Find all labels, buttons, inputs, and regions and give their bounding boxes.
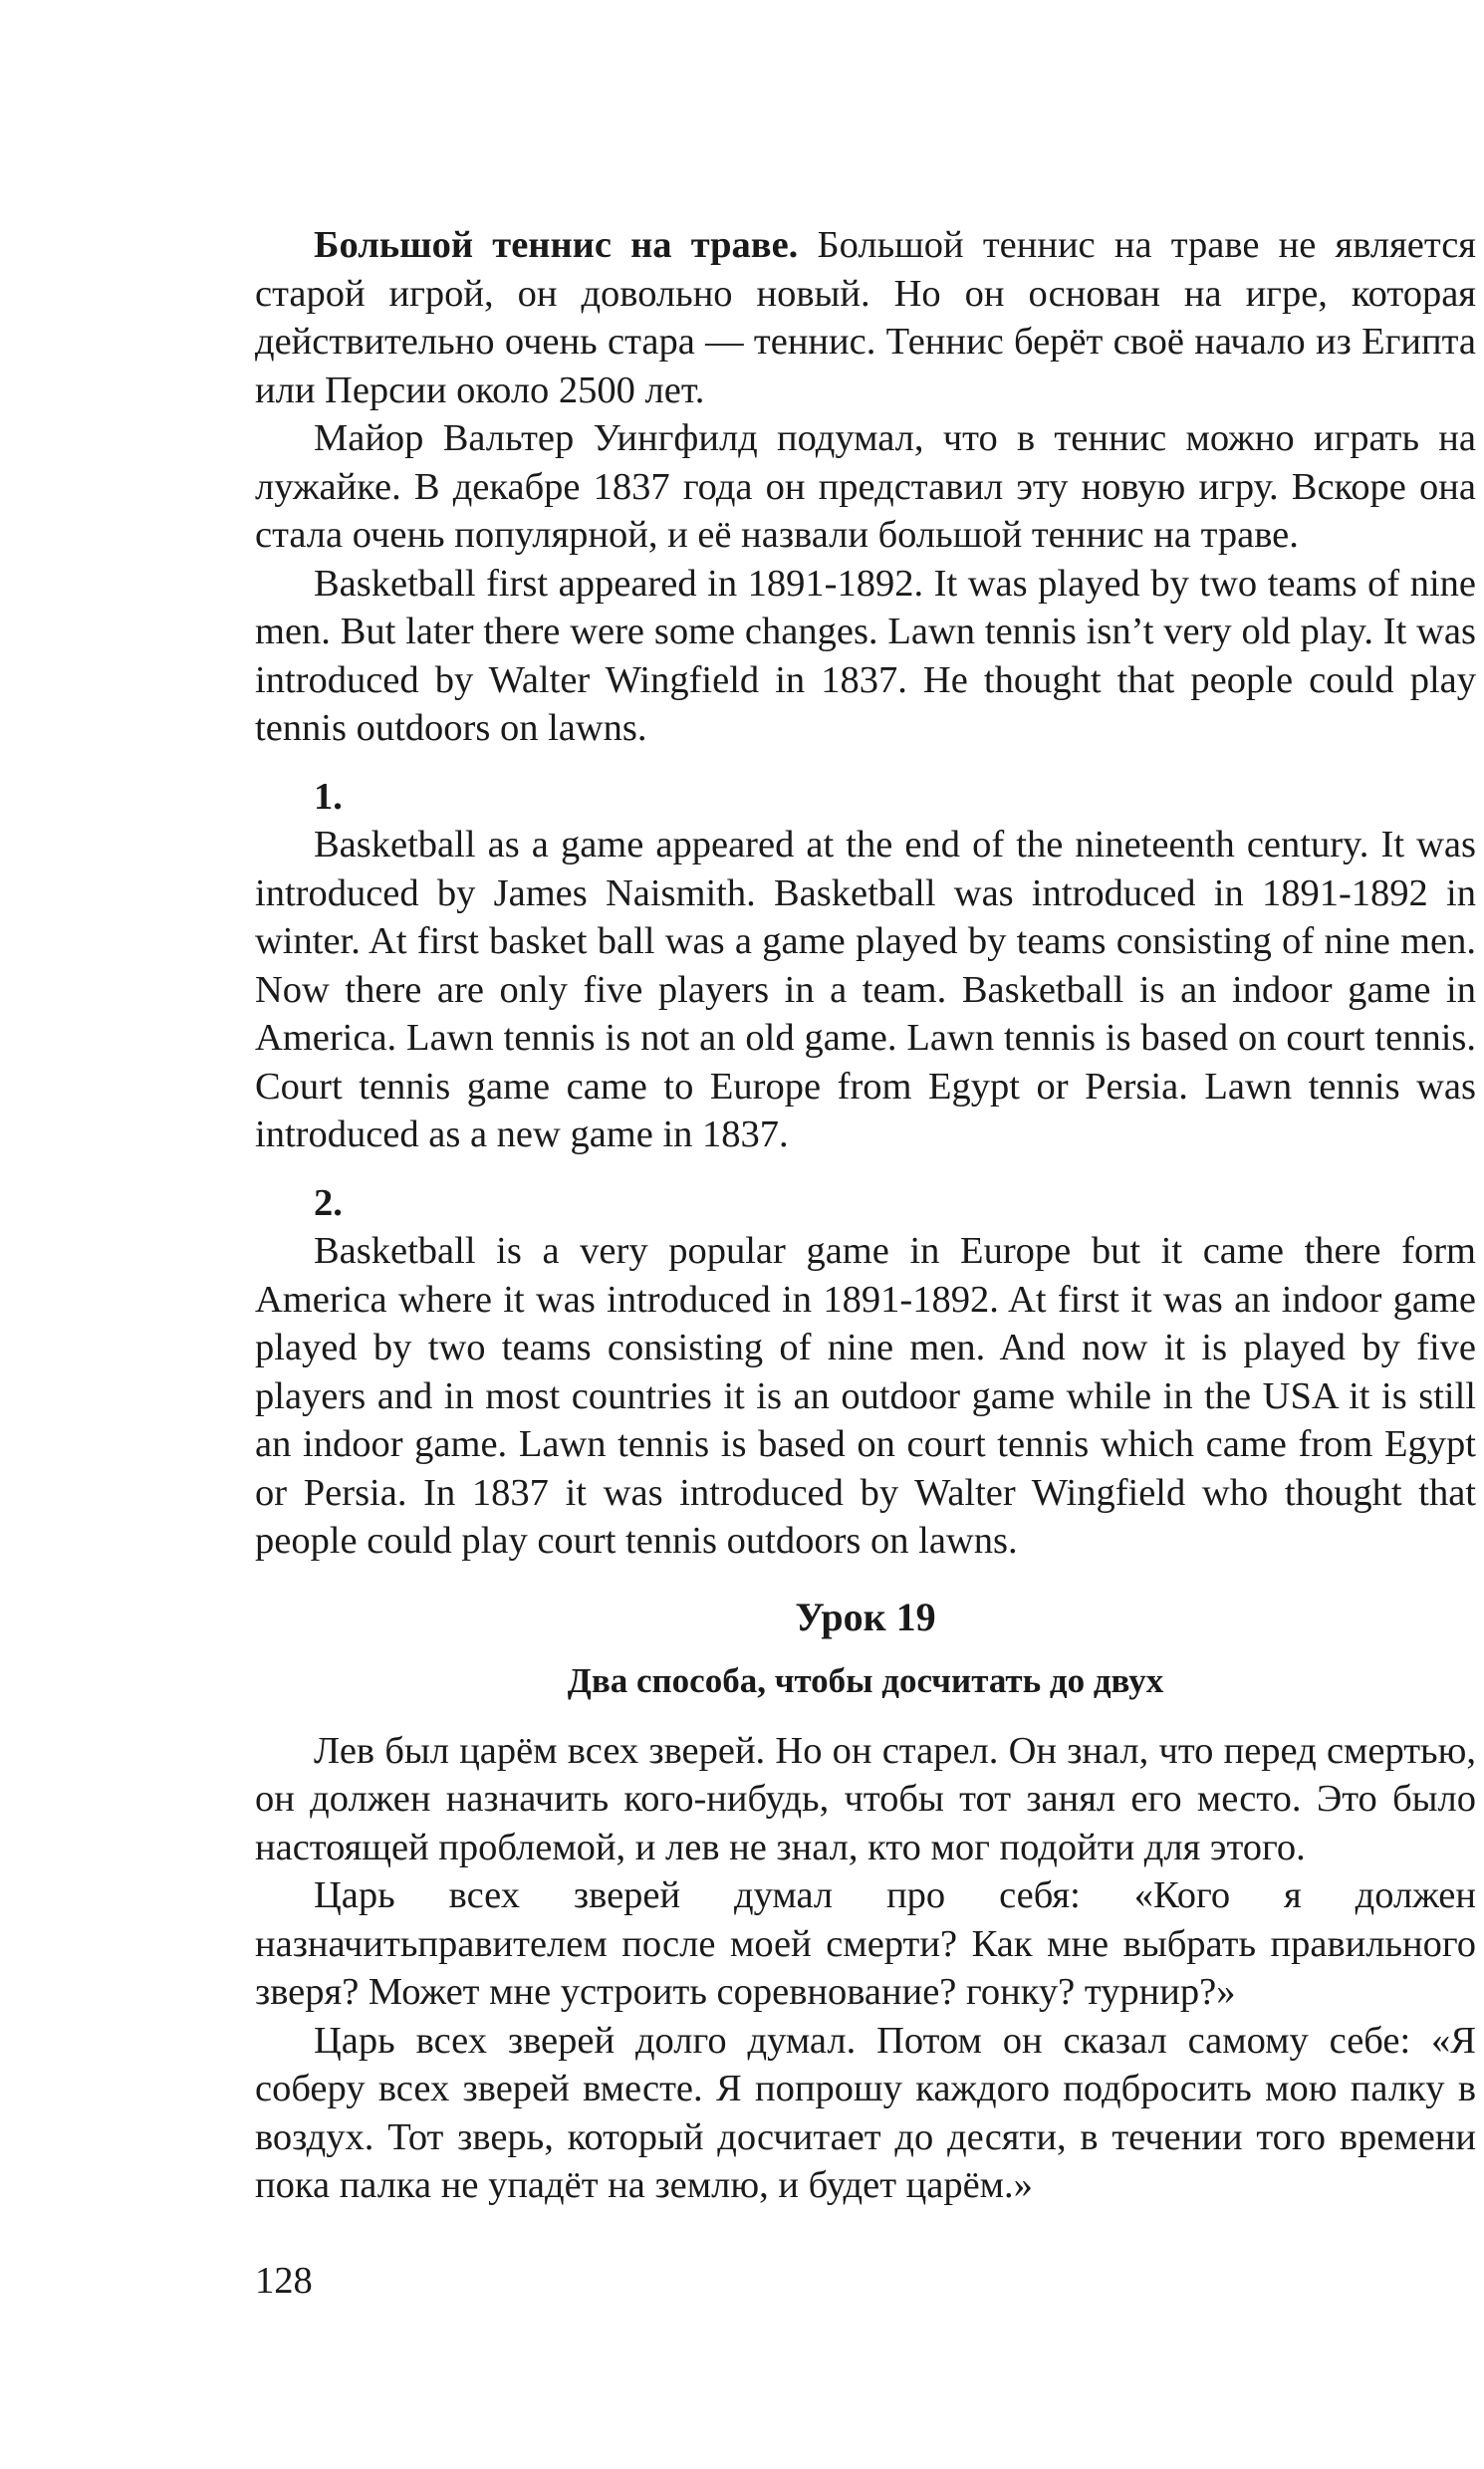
story-paragraph-3: Царь всех зверей долго думал. Потом он сказал самому себе: «Я соберу всех зверей вместе. Я попрошу каждого подбросить мою палку в воздух. Тот зверь, который досчитает до десяти, в течении того времени пока палка не упадёт на землю, и будет царём.» bbox=[255, 2019, 1476, 2206]
paragraph-text: Большой теннис на траве не является старой игрой, он довольно новый. Но он основан на игре, которая действительно очень стара — теннис. Теннис берёт своё начало из Египта или Персии около 2500 лет. bbox=[255, 224, 1476, 411]
spacer bbox=[255, 1159, 1476, 1179]
story-paragraph-1: Лев был царём всех зверей. Но он старел. Он знал, что перед смертью, он должен назначить кого-нибудь, чтобы тот занял его место. Это было настоящей проблемой, и лев не знал, кто мог подойти для этого. bbox=[255, 1729, 1476, 1868]
answer-text-1: Basketball as a game appeared at the end of the nineteenth century. It was introduced by James Naismith. Basketball was introduced in 1891-1892 in winter. At first basket ball was a game played by teams consisting of nine men. Now there are only five players in a team. Basketball is an indoor game in America. Lawn tennis is not an old game. Lawn tennis is based on court tennis. Court tennis game came to Europe from Egypt or Persia. Lawn tennis was introduced as a new game in 1837. bbox=[255, 824, 1476, 1155]
answer-text-2: Basketball is a very popular game in Europe but it came there form America where it was introduced in 1891-1892. At first it was an indoor game played by two teams consisting of nine men. And now it is played by five players and in most countries it is an outdoor game while in the USA it is still an indoor game. Lawn tennis is based on court tennis which came from Egypt or Persia. In 1837 it was introduced by Walter Wingfield who thought that people could play court tennis outdoors on lawns. bbox=[255, 1230, 1476, 1562]
lesson-title: Урок 19 bbox=[795, 1594, 936, 1639]
paragraph-wingfield: Майор Вальтер Уингфилд подумал, что в теннис можно играть на лужайке. В декабре 1837 года он представил эту новую игру. Вскоре она стала очень популярной, и её назвали большой теннис на траве. bbox=[255, 417, 1476, 556]
spacer bbox=[255, 753, 1476, 773]
answer-number-2: 2. bbox=[314, 1181, 343, 1224]
paragraph-lawn-tennis-intro bbox=[255, 221, 1476, 414]
page-number: 128 bbox=[255, 2260, 313, 2302]
paragraph-english-summary: Basketball first appeared in 1891-1892. It was played by two teams of nine men. But later there were some changes. Lawn tennis isn’t very old play. It was introduced by Walter Wingfield in 1837. He thought that people could play tennis outdoors on lawns. bbox=[255, 562, 1476, 749]
text-column bbox=[255, 221, 1476, 2210]
answer-number-1: 1. bbox=[314, 775, 343, 818]
story-paragraph-2: Царь всех зверей думал про себя: «Кого я должен назначитьправителем после моей смерти? Как мне выбрать правильного зверя? Может мне устроить соревнование? гонку? турнир?» bbox=[255, 1874, 1476, 2013]
paragraph-lead-bold: Большой теннис на траве. bbox=[314, 224, 799, 266]
lesson-subtitle: Два способа, чтобы досчитать до двух bbox=[567, 1660, 1164, 1700]
